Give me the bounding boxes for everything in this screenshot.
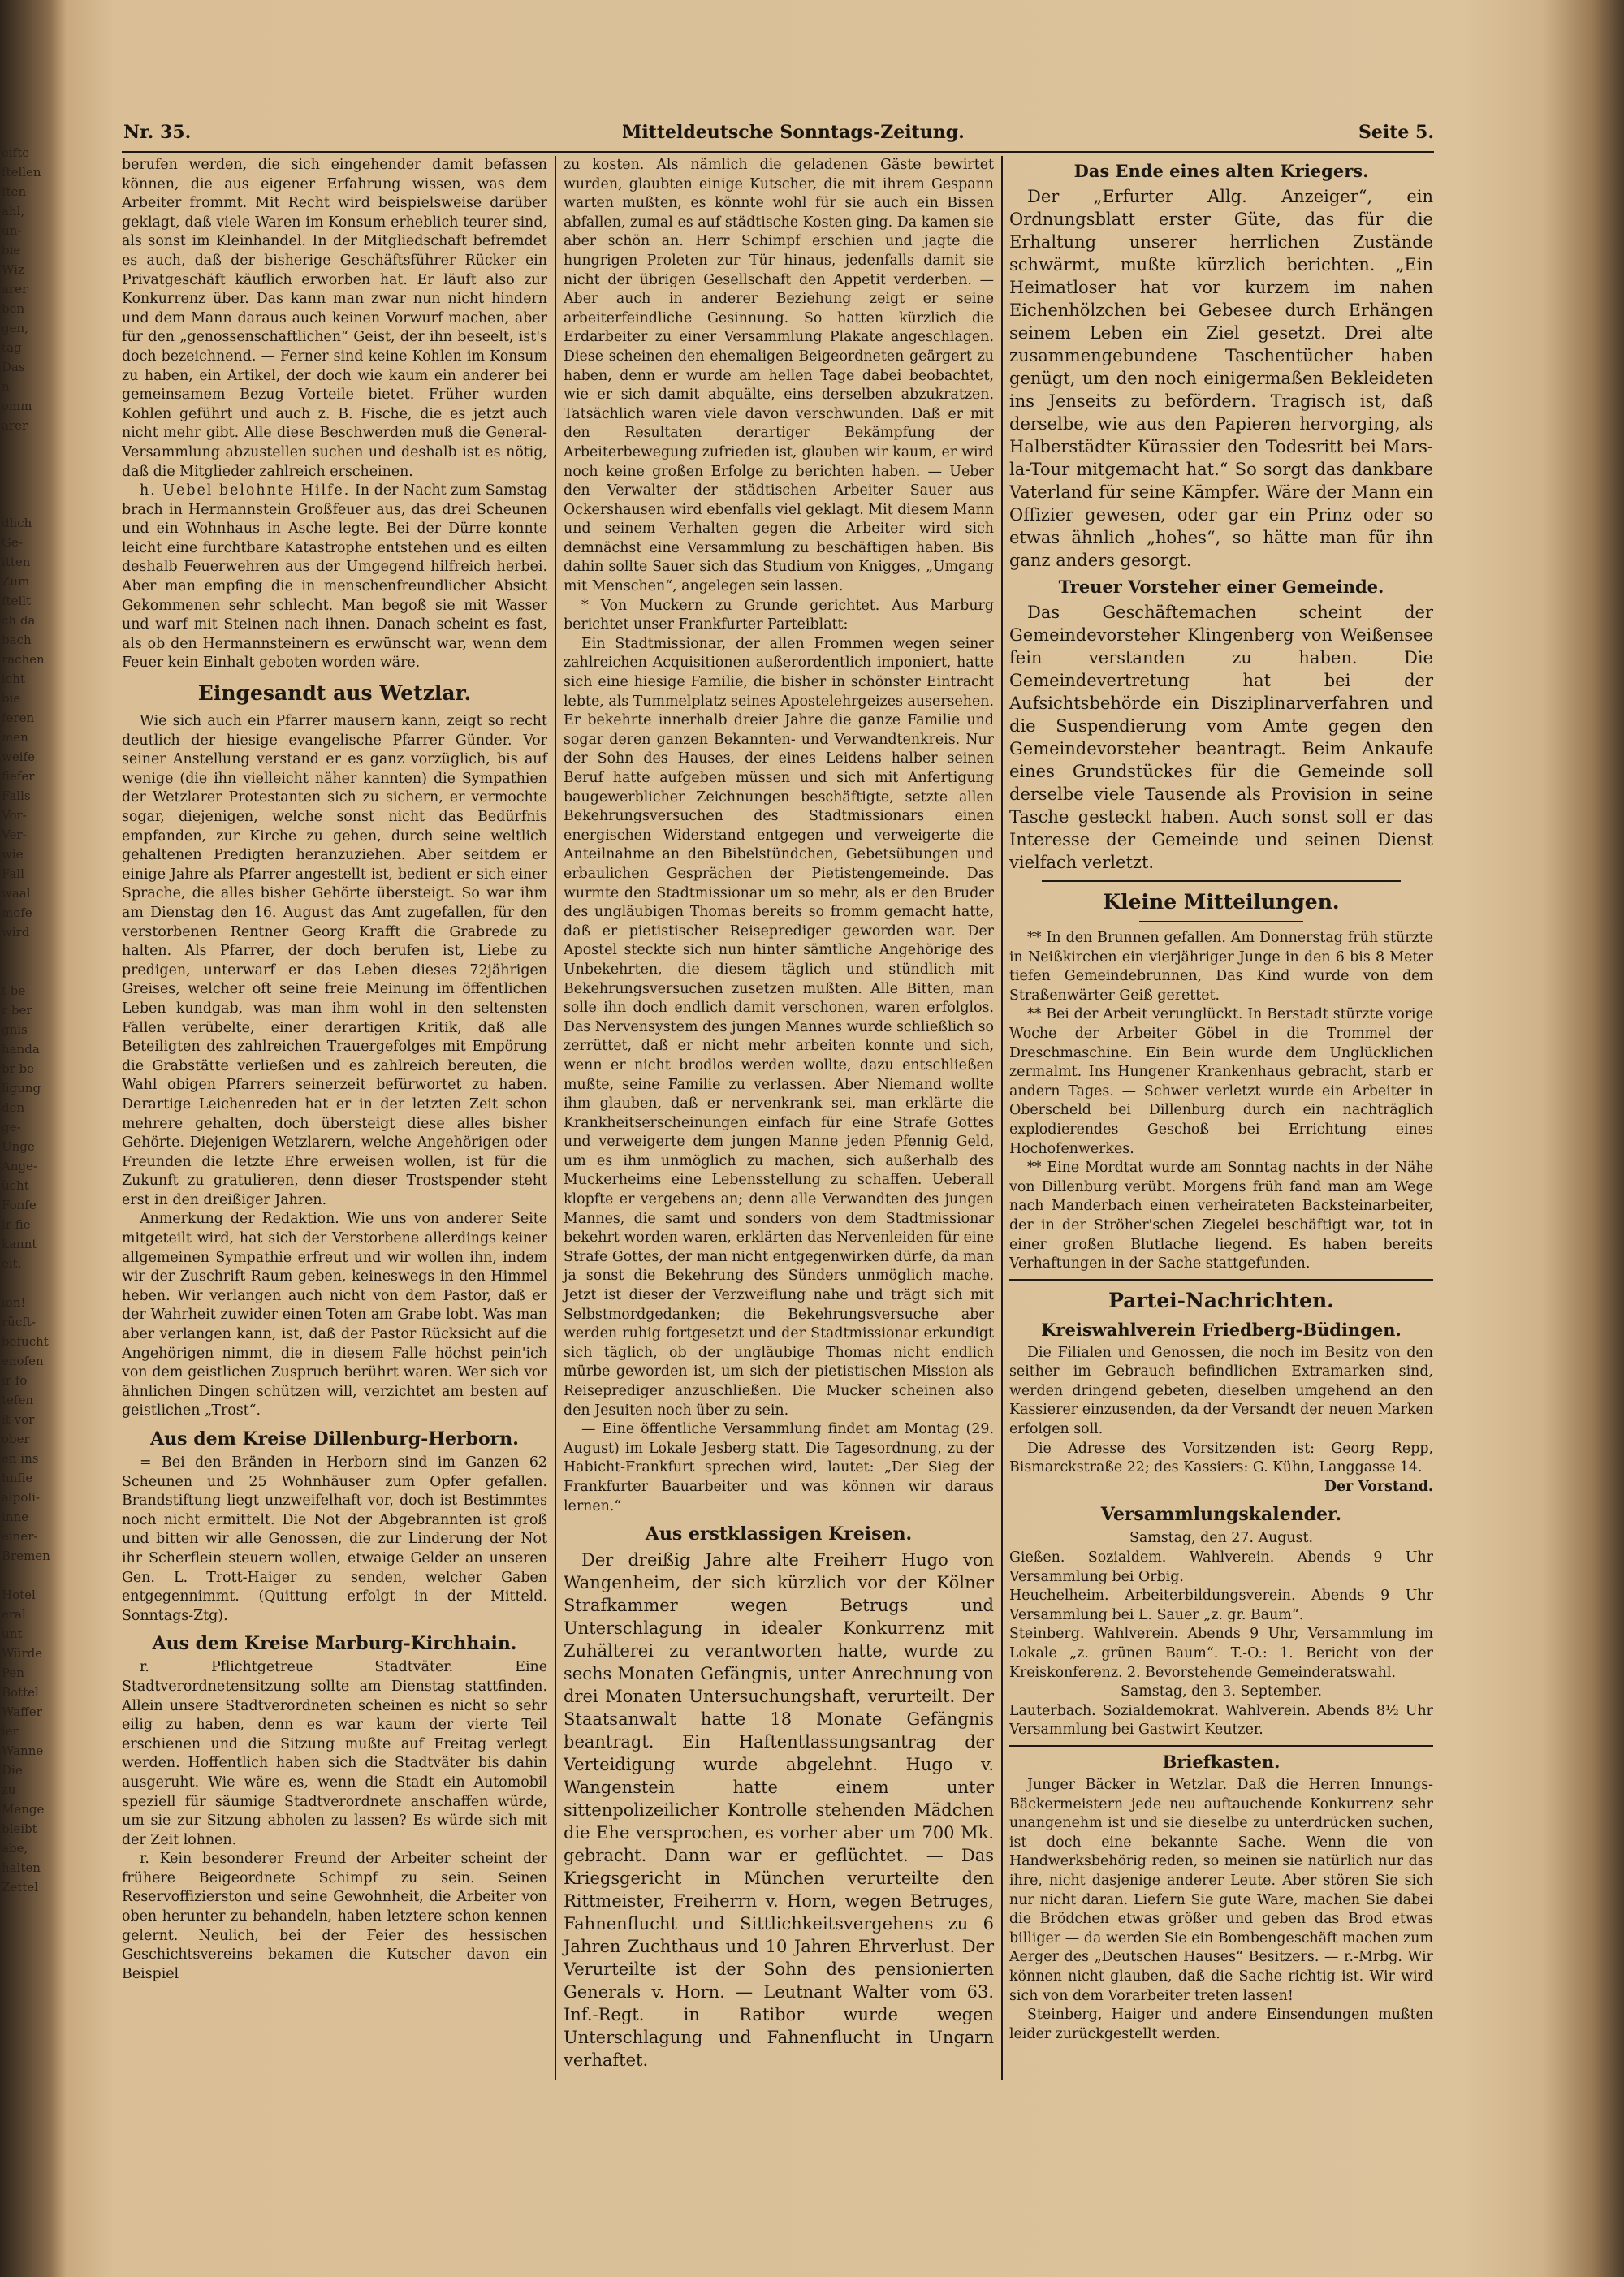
facing-page-fragment: Falls [2, 789, 31, 803]
notice-paragraph: Die Filialen und Genossen, die noch im Besitz von den seither im Gebrauch befindlichen Extramarken sind, werden dringend gebeten, dieselben umgehend an den Kassierer einzusenden, da der Versandt der neuen Marken erfolgen soll. [1009, 1344, 1433, 1438]
article-heading: Aus erstklassigen Kreisen. [645, 1523, 913, 1545]
facing-page-fragment: dlich [2, 516, 32, 530]
letter-reply: Steinberg, Haiger und andere Einsendungen mußten leider zurückgestellt werden. [1009, 2007, 1433, 2042]
facing-page-fragment [0, 494, 63, 513]
facing-page-fragment: Fonfe [2, 1198, 37, 1212]
article-paragraph: Wie sich auch ein Pfarrer mausern kann, zeigt so recht deutlich der hiesige evangelische Pfarrer Günder. Vor seiner Anstellung verstand er es ganz vorzüglich, bis auf wenige (die ihn vielleicht näher kannten) die Sympathien der Wetzlarer Protestanten sich zu sichern, er vermochte sogar, diejenigen, welche sonst nicht das Bedürfnis empfanden, zur Kirche zu gehen, durch seine weltlich gehaltenen Predigten heranzuziehen. Aber seitdem er einige Jahre als Pfarrer angestellt ist, bedient er sich einer Sprache, die alles bisher Gehörte übersteigt. So war ihm am Dienstag den 16. August das Amt zugefallen, für den verstorbenen Rentner Georg Krafft die Grabrede zu halten. Als Pfarrer, der doch berufen ist, Liebe zu predigen, unterwarf er das Leben dieses 72jährigen Greises, welcher oft seine freie Meinung im öffentlichen Leben kundgab, was man ihm wohl in den seltensten Fällen verübelte, einer derartigen Kritik, daß alle Beteiligten des zahlreichen Trauergefolges mit Empörung die Grabstätte verließen und es zahlreich bereuten, die Wahl obigen Pfarrers seinerzeit befürwortet zu haben. Derartige Leichenreden hat er in der letzten Zeit schon mehrere gehalten, doch übersteigt diese alles bisher Gehörte. Diejenigen Wetzlarern, welche Angehörigen oder Freunden die letzte Ehre erweisen wollen, ist für die Zukunft zu gratulieren, denn dieser Trostspender steht erst in den dreißiger Jahren. [122, 713, 547, 1208]
facing-page-fragment: tefen [2, 1393, 33, 1407]
facing-page-fragment [0, 474, 63, 494]
facing-page-fragment: alpoli- [2, 1490, 41, 1505]
letter-reply: Junger Bäcker in Wetzlar. Daß die Herren Innungs-Bäckermeistern jede neu auftauchende Konkurrenz sehr unangenehm ist und sie dieselbe zu unterdrücken suchen, ist doch eine bekannte Sache. Wenn die von Handwerksbehörig reden, so meinen sie natürlich nur das ihre, nicht dasjenige anderer Leute. Aber stören Sie sich nur nicht daran. Liefern Sie gute Ware, machen Sie dabei die Brödchen etwas größer und geben das Brod etwas billiger — da werden Sie ein Bombengeschäft machen zum Aerger des „Deutschen Hauses“ Besitzers. — r.-Mrbg. Wir können nicht glauben, daß die Sache richtig ist. Wir wird sich von dem Vorarbeiter treten lassen! [1009, 1776, 1433, 2004]
article-heading: Das Ende eines alten Kriegers. [1073, 161, 1369, 181]
facing-page-fragment: arer [2, 282, 28, 296]
facing-page-fragment: Wiz [2, 262, 24, 277]
facing-page-fragment: men [2, 730, 28, 745]
article-heading: Aus dem Kreise Dillenburg-Herborn. [150, 1428, 519, 1450]
facing-page-fragment: Vor- [2, 808, 27, 823]
section-heading: Kleine Mitteilungen. [1103, 890, 1340, 914]
facing-page-fragment: enofen [2, 1354, 44, 1368]
article-paragraph: r. Pflichtgetreue Stadtväter. Eine Stadtverordnetensitzung sollte am Dienstag stattfinden. Allein unsere Stadtverordneten scheinen es nicht so sehr eilig zu haben, denn es war kaum der vierte Teil erschienen und die Sitzung mußte auf Freitag verlegt werden. Hoffentlich haben sich die Stadtväter bis dahin ausgeruht. Wie wäre es, wenn die Stadt ein Automobil speziell für säumige Stadtverordnete anschaffen würde, um sie zur Sitzung abholen zu lassen? Es würde sich mit der Zeit lohnen. [122, 1659, 547, 1848]
facing-page-fragment: bleibt [2, 1821, 37, 1836]
facing-page-fragment [0, 961, 63, 981]
facing-page-fragment: br be [2, 1061, 35, 1076]
article-heading: Treuer Vorsteher einer Gemeinde. [1058, 577, 1384, 597]
facing-page-fragment: ftellen [2, 165, 41, 179]
facing-page-fragment: Fall [2, 866, 24, 881]
facing-page-fragment: t be [2, 983, 26, 998]
facing-page-fragment: un- [2, 223, 22, 238]
facing-page-fragment: zu [2, 1782, 16, 1797]
calendar-entry: Heuchelheim. Arbeiterbildungsverein. Abends 9 Uhr Versammlung bei L. Sauer „z. gr. Baum“. [1009, 1588, 1433, 1623]
facing-page-fragment [0, 1273, 63, 1293]
section-heading: Partei-Nachrichten. [1108, 1288, 1334, 1312]
facing-page-fragment: omm [2, 399, 32, 413]
article-paragraph: h. Uebel belohnte Hilfe. In der Nacht zum Samstag brach in Hermannstein Großfeuer aus, das drei Scheunen und ein Wohnhaus in Asche legte. Bei der Dürre konnte leicht eine furchtbare Katastrophe entstehen und es eilten deshalb Feuerwehren aus der Umgegend hilfreich herbei. Aber man empfing die in menschenfreundlicher Absicht Gekommenen sehr schlecht. Man begoß sie mit Wasser und warf mit Steinen nach ihnen. Danach scheint es fast, als ob den Hermannsteinern es erwünscht war, wenn dem Feuer kein Einhalt geboten worden wäre. [122, 482, 547, 672]
facing-page-fragment: icht [2, 672, 25, 686]
facing-page-fragment: waal [2, 886, 31, 901]
section-heading: Briefkasten. [1162, 1751, 1281, 1772]
article-paragraph: Der dreißig Jahre alte Freiherr Hugo von Wangenheim, der sich kürzlich vor der Kölner Strafkammer wegen Betrugs und Unterschlagung in idealer Konkurrenz mit Zuhälterei zu verantworten hatte, wurde zu sechs Monaten Gefängnis, unter Anrechnung von drei Monaten Untersuchungshaft, verurteilt. Der Staatsanwalt hatte 18 Monate Gefängnis beantragt. Ein Haftentlassungsantrag der Verteidigung wurde abgelehnt. Hugo v. Wangenstein hatte einem unter sittenpolizeilicher Kontrolle stehenden Mädchen die Ehe versprochen, es vorher aber um 700 Mk. gebracht. Dann war er geflüchtet. — Das Kriegsgericht in München verurteilte den Rittmeister, Freiherrn v. Horn, wegen Betruges, Fahnenflucht und Sittlichkeitsvergehens zu 6 Jahren Zuchthaus und 10 Jahren Ehrverlust. Der Verurteilte ist der Sohn des pensionierten Generals v. Horn. — Leutnant Walter vom 63. Inf.-Regt. in Ratibor wurde wegen Unterschlagung und Fahnenflucht in Ungarn verhaftet. [564, 1550, 994, 2071]
facing-page-fragment: Bremen [2, 1549, 50, 1563]
column-3 [1009, 156, 1433, 2044]
facing-page-fragment: arer [2, 418, 28, 433]
facing-page-fragment: handa [2, 1042, 40, 1056]
facing-page-edge [0, 0, 63, 2277]
facing-page-fragment: eral [2, 1607, 26, 1622]
facing-page-fragment: mofe [2, 905, 32, 920]
facing-page-fragment [0, 1566, 63, 1585]
calendar-date: Samstag, den 27. August. [1129, 1530, 1314, 1547]
facing-page-fragment: einer- [2, 1529, 38, 1544]
column-rule-2 [1001, 156, 1003, 2080]
facing-page-fragment: wird [2, 925, 30, 940]
article-paragraph: * Von Muckern zu Grunde gerichtet. Aus Marburg berichtet unser Frankfurter Parteiblatt: [564, 597, 994, 633]
facing-page-fragment: Bottel [2, 1685, 39, 1700]
facing-page-fragment: fiefer [2, 769, 35, 784]
article-paragraph: zu kosten. Als nämlich die geladenen Gäste bewirtet wurden, glaubten einige Kutscher, die mit ihrem Gespann warten mußten, es könnte wohl für sie auch ein Bissen abfallen, zumal es auf städtische Kosten ging. Da kamen sie aber schön an. Herr Schimpf erschien und jagte die hungrigen Proleten zur Tür hinaus, jedenfalls damit sie nicht der übrigen Gesellschaft den Appetit verderben. — Aber auch in anderer Beziehung zeigt er seine arbeiterfeindliche Gesinnung. So hatten kürzlich die Erdarbeiter zu einer Versammlung Plakate angeschlagen. Diese scheinen den ehemaligen Beigeordneten geärgert zu haben, denn er wurde am hellen Tage dabei beobachtet, wie er sich damit abquälte, eins derselben abzukratzen. Tatsächlich waren viele davon verschwunden. Daß er mit den Resultaten derartiger Bekämpfung der Arbeiterbewegung zufrieden ist, glauben wir kaum, er wird noch keine großen Erfolge zu berichten haben. — Ueber den Verwalter der städtischen Arbeiter Sauer aus Ockershausen wird ebenfalls viel geklagt. Mit diesem Mann und seinem Verhalten gegen die Arbeiter wird sich demnächst eine Versammlung zu beschäftigen haben. Bis dahin sollte Sauer sich das Studium von Knigges, „Umgang mit Menschen“, angelegen sein lassen. [564, 157, 995, 595]
facing-page-fragment: unt [2, 1627, 23, 1641]
facing-page-fragment: rücft- [2, 1315, 36, 1329]
calendar-date: Samstag, den 3. September. [1121, 1683, 1322, 1700]
facing-page-fragment: hnfie [2, 1471, 33, 1485]
calendar-entry: Gießen. Sozialdem. Wahlverein. Abends 9 Uhr Versammlung bei Orbig. [1009, 1549, 1433, 1585]
article-paragraph: — Eine öffentliche Versammlung findet am Montag (29. August) im Lokale Jesberg statt. Die Tagesordnung, zu der Habicht-Frankfurt sprechen wird, lautet: „Der Sieg der Frankfurter Bauarbeiter und was können wir daraus lernen.“ [564, 1421, 994, 1514]
facing-page-fragment: Die [2, 1763, 23, 1778]
facing-page-fragment: n [2, 379, 10, 394]
facing-page-fragment: abe, [2, 1841, 28, 1856]
facing-page-fragment: feren [2, 711, 35, 725]
facing-page-fragment: ier [2, 1724, 19, 1739]
facing-page-fragment: weife [2, 750, 35, 764]
facing-page-fragment [0, 435, 63, 455]
facing-page-fragment: ücht [2, 1178, 29, 1193]
calendar-entry: Lauterbach. Sozialdemokrat. Wahlverein. Abends 8½ Uhr Versammlung bei Gastwirt Keutzer. [1009, 1702, 1433, 1739]
calendar-entry: Steinberg. Wahlverein. Abends 9 Uhr, Versammlung im Lokale „z. grünen Baum“. T.-O.: 1. Bericht von der Kreiskonferenz. 2. Bevorstehende Gemeinderatswahl. [1009, 1626, 1433, 1681]
facing-page-fragment: Hotel [2, 1588, 36, 1602]
section-rule [1139, 921, 1303, 922]
facing-page-fragment: wie [2, 847, 24, 862]
facing-page-fragment: r ber [2, 1003, 32, 1018]
facing-page-fragment: itten [2, 555, 31, 569]
section-rule [1042, 880, 1401, 882]
facing-page-fragment: befucht [2, 1334, 49, 1349]
facing-page-fragment: ahl, [2, 204, 25, 218]
facing-page-fragment: Zum [2, 574, 30, 589]
facing-page-fragment: Menge [2, 1802, 45, 1817]
facing-page-fragment: gen, [2, 321, 28, 335]
column-2 [564, 156, 994, 2072]
facing-page-fragment: gnis [2, 1022, 28, 1037]
section-rule [1009, 1745, 1433, 1747]
facing-page-fragment: Unge [2, 1139, 35, 1154]
article-paragraph: = Bei den Bränden in Herborn sind im Ganzen 62 Scheunen und 25 Wohnhäuser zum Opfer gefallen. Brandstiftung liegt unzweifelhaft vor, doch ist Bestimmtes noch nicht ermittelt. Die Not der Abgebrannten ist groß und bitten wir alle Genossen, die zur Linderung der Not ihr Scherflein steuern wollen, etwaige Gelder an unseren Gen. L. Trott-Haiger zu senden, welcher Gaben entgegennimmt. (Quittung erfolgt in der Mitteld. Sonntags-Ztg). [122, 1454, 547, 1624]
facing-page-fragment: Würde [2, 1646, 43, 1661]
article-paragraph: Der „Erfurter Allg. Anzeiger“, ein Ordnungsblatt erster Güte, das für die Erhaltung unserer herrlichen Zustände schwärmt, mußte kürzlich berichten. „Ein Heimatloser hat vor kurzem im nahen Eichenhölzchen bei Gebesee durch Erhängen seinem Leben ein Ziel gesetzt. Drei alte zusammengebundene Taschentücher haben genügt, um den noch einigermaßen Bekleideten ins Jenseits zu befördern. Tragisch ist, daß derselbe, wie aus den Papieren hervorging, als Halberstädter Kürassier den Todesritt bei Mars-la-Tour mitgemacht hat.“ So sorgt das dankbare Vaterland für seine Kämpfer. Wäre der Mann ein Offizier gewesen, oder gar ein Prinz oder so etwas ähnlich „hohes“, so hätte man für ihn ganz anders gesorgt. [1009, 187, 1433, 570]
news-item: ** Bei der Arbeit verunglückt. In Berstadt stürzte vorige Woche der Arbeiter Göbel in die Trommel der Dreschmaschine. Ein Bein wurde dem Unglücklichen zermalmt. Ins Hungener Krankenhaus gebracht, starb er andern Tages. — Schwer verletzt wurde ein Arbeiter in Oberscheld bei Dillenburg durch ein nachträglich explodierendes Geschoß bei Errichtung eines Hochofenwerkes. [1009, 1006, 1433, 1157]
facing-page-fragment: ften [2, 184, 27, 199]
facing-page-fragment: ge- [2, 1120, 21, 1134]
article-paragraph: r. Kein besonderer Freund der Arbeiter scheint der frühere Beigeordnete Schimpf zu sein. Seinen Reservoffizierston und seine Gewohnheit, die Arbeiter von oben herunter zu behandeln, haben letztere schon kennen gelernt. Neulich, bei der Feier des hessischen Geschichtsvereins bekamen die Kutscher davon ein Beispiel [122, 1851, 547, 1982]
section-rule [1009, 1279, 1433, 1281]
facing-page-fragment: it vor [2, 1412, 35, 1427]
header-rule [122, 151, 1434, 153]
news-item: ** In den Brunnen gefallen. Am Donnerstag früh stürzte in Neißkirchen ein vierjähriger Junge in den 6 bis 8 Meter tiefen Gemeindebrunnen, Das Kind wurde von dem Straßenwärter Geiß gerettet. [1009, 930, 1433, 1004]
facing-page-fragment: halten [2, 1860, 41, 1875]
facing-page-fragment: rachen [2, 652, 45, 667]
facing-page-fragment: ober [2, 1432, 30, 1446]
facing-page-fragment: Pen [2, 1666, 24, 1680]
facing-page-fragment: kannt [2, 1237, 37, 1251]
facing-page-fragment: Ver- [2, 827, 27, 842]
facing-page-fragment: ftellt [2, 594, 32, 608]
facing-page-fragment: en ins [2, 1451, 39, 1466]
facing-page-fragment: bie [2, 243, 21, 257]
article-continued: berufen werden, die sich eingehender damit befassen können, die aus eigener Erfahrung wissen, was dem Arbeiter frommt. Mit Recht wird beispielsweise darüber geklagt, daß viele Waren im Konsum erheblich teurer sind, als sonst im Kleinhandel. In der Mitgliedschaft befremdet es auch, daß der bisherige Geschäftsführer Rücker ein Privatgeschäft käuflich erworben hat. Er läuft also zur Konkurrenz über. Das kann man zwar nun nicht hindern und dem Mann daraus auch keinen Vorwurf machen, aber für den „genossenschaftlichen“ Geist, der ihn beseelt, ist's doch bezeichnend. — Ferner sind keine Kohlen im Konsum zu haben, ein Artikel, der doch wie kaum ein anderer bei gemeinsamem Bezug Vorteile bietet. Früher wurden Kohlen geführt und auch z. B. Fische, die es jetzt auch nicht mehr gibt. Alle diese Beschwerden muß die General-Versammlung abzustellen suchen und deshalb ist es nötig, daß die Mitglieder zahlreich erscheinen. [122, 157, 547, 480]
facing-page-fragment: ch da [2, 613, 36, 628]
facing-page-fragment: Ange- [2, 1159, 38, 1173]
page-number: Seite 5. [1358, 122, 1434, 143]
article-heading: Kreiswahlverein Friedberg-Büdingen. [1041, 1319, 1402, 1340]
facing-page-fragment [0, 455, 63, 474]
facing-page-fragment: Zettel [2, 1880, 39, 1895]
article-heading: Eingesandt aus Wetzlar. [197, 681, 472, 706]
article-heading: Aus dem Kreise Marburg-Kirchhain. [152, 1633, 517, 1655]
facing-page-fragment: tag [2, 340, 22, 355]
facing-page-fragment: ligung [2, 1081, 41, 1095]
article-runin-head: h. Uebel belohnte Hilfe. [140, 482, 351, 499]
facing-page-fragment: eifte [2, 145, 30, 160]
facing-page-fragment: Waffer [2, 1705, 42, 1719]
facing-page-fragment: ir fo [2, 1373, 28, 1388]
issue-number: Nr. 35. [123, 122, 192, 143]
facing-page-fragment [0, 942, 63, 961]
newspaper-title: Mitteldeutsche Sonntags-Zeitung. [622, 122, 965, 143]
article-paragraph: Das Geschäftemachen scheint der Gemeindevorsteher Klingenberg von Weißensee fein verstanden zu haben. Die Gemeindevertretung hat bei der Aufsichtsbehörde ein Disziplinarverfahren und die Suspendierung vom Amte gegen den Gemeindevorsteher beantragt. Beim Ankaufe eines Grundstückes für die Gemeinde soll derselbe viele Tausende als Provision in seine Tasche gesteckt haben. Auch sonst soll er das Interesse der Gemeinde und seinen Dienst vielfach verletzt. [1009, 603, 1433, 872]
facing-page-fragment: ben [2, 301, 25, 316]
facing-page-fragment: eit. [2, 1256, 22, 1271]
section-heading: Versammlungskalender. [1100, 1504, 1342, 1526]
page-header [54, 122, 1434, 149]
facing-page-fragment: ion! [2, 1295, 26, 1310]
facing-page-fragment: Wanne [2, 1743, 44, 1758]
column-1 [122, 156, 547, 1984]
notice-paragraph: Die Adresse des Vorsitzenden ist: Georg Repp, Bismarckstraße 22; des Kassiers: G. Kühn, Langgasse 14. [1009, 1440, 1433, 1476]
column-rule-1 [555, 156, 556, 2080]
facing-page-fragment: inne [2, 1510, 28, 1524]
notice-signature: Der Vorstand. [1324, 1478, 1433, 1495]
facing-page-fragment: Das [2, 360, 25, 374]
facing-page-fragment: bie [2, 691, 21, 706]
facing-page-fragment: den [2, 1100, 25, 1115]
facing-page-fragment: ir fie [2, 1217, 31, 1232]
article-paragraph: Ein Stadtmissionar, der allen Frommen wegen seiner zahlreichen Acquisitionen außerordentlich imponiert, hatte sich eine hiesige Familie, die bisher in schönster Eintracht lebte, als Tummelplatz seines Apostelehrgeizes ausersehen. Er bekehrte innerhalb dreier Jahre die ganze Familie und sogar deren ganzen Bekannten- und Verwandtenkreis. Nur der Sohn des Hauses, der eines Leidens halber seinen Beruf hatte aufgeben müssen und sich mit Anfertigung baugewerblicher Zeichnungen beschäftigte, setzte allen Bekehrungsversuchen des Stadtmissionars einen energischen Widerstand entgegen und verweigerte die Anteilnahme an den Bibelstündchen, Gebetsübungen und erbaulichen Gesprächen der Pietistengemeinde. Das wurmte den Stadtmissionar um so mehr, als er den Bruder des ungläubigen Thomas bereits so fromm gemacht hatte, daß er pietistischer Reiseprediger geworden war. Der Apostel steckte sich nun hinter sämtliche Angehörige des Unbekehrten, die diesem täglich und stündlich mit Bekehrungsversuchen zusetzen mußten. Alle Bitten, man solle ihn doch endlich damit verschonen, waren erfolglos. Das Nervensystem des jungen Mannes wurde schließlich so zerrüttet, daß er nicht mehr arbeiten konnte und sich, wenn er nicht brodlos werden wollte, dazu entschließen mußte, seine Familie zu verlassen. Aber Niemand wollte ihm glauben, daß er nervenkrank sei, man erklärte die Krankheitserscheinungen einfach für eine Strafe Gottes und verweigerte dem jungen Manne jeden Pfennig Geld, um es ihm unmöglich zu machen, sich außerhalb des Muckerheims eine Lebensstellung zu schaffen. Ueberall klopfte er vergebens an; denn alle Verwandten des jungen Mannes, die samt und sonders von dem Stadtmissionar bekehrt worden waren, erklärten das Nervenleiden für eine Strafe Gottes, der man nicht entgegenwirken dürfe, da man ja sonst die Bekehrung des Sünders unmöglich mache. Jetzt ist dieser der Verzweiflung nahe und trägt sich mit Selbstmordgedanken; die Bekehrungsversuche aber werden ruhig fortgesetzt und der Stadtmissionar erkundigt sich täglich, ob der ungläubige Thomas nicht endlich mürbe geworden ist, um sich der pietistischen Mission als Reiseprediger anzuschließen. Die Mucker scheinen also den Jesuiten noch über zu sein. [564, 635, 994, 1419]
news-item: ** Eine Mordtat wurde am Sonntag nachts in der Nähe von Dillenburg verübt. Morgens früh fand man am Wege nach Manderbach einen verheirateten Backsteinarbeiter, der in der Ströher'schen Ziegelei beschäftigt war, tot in einer großen Blutlache liegend. Es haben bereits Verhaftungen in der Sache stattgefunden. [1009, 1160, 1433, 1272]
facing-page-fragment: bach [2, 633, 32, 647]
article-paragraph: Anmerkung der Redaktion. Wie uns von anderer Seite mitgeteilt wird, hat sich der Verstorbene allerdings keiner allgemeinen Sympathie erfreut und wir wollen ihn, indem wir der Zuschrift Raum geben, keineswegs in den Himmel heben. Wir verlangen auch nicht von dem Pastor, daß er der Wahrheit zuwider einen Toten am Grabe lobt. Was man aber verlangen kann, ist, daß der Pastor Rücksicht auf die Angehörigen nimmt, die in diesem Falle höchst pein'ich von dem geistlichen Zuspruch berührt waren. Wer sich vor ähnlichen Dingen schützen will, verzichtet am besten auf geistlichen „Trost“. [122, 1211, 547, 1419]
facing-page-fragment: Ge- [2, 535, 23, 550]
